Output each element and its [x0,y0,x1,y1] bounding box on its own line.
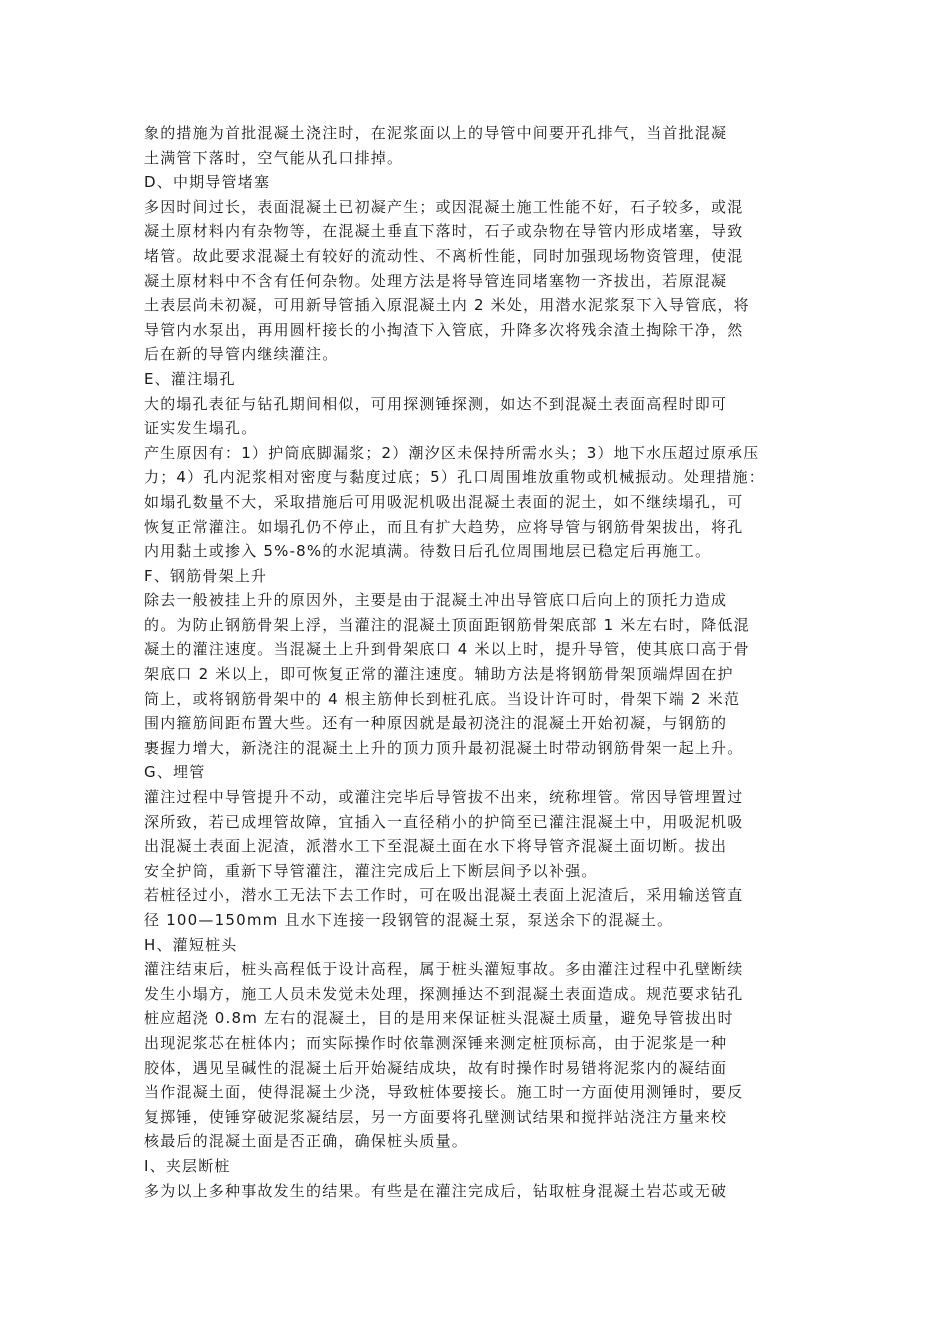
text-line: 产生原因有：1）护筒底脚漏浆；2）潮汐区未保持所需水头；3）地下水压超过原承压 [144,443,760,462]
text-line: 径 100—150mm 且水下连接一段钢管的混凝土泵，泵送余下的混凝土。 [144,911,674,929]
text-line: 土表层尚未初凝，可用新导管插入原混凝土内 2 米处，用潜水泥浆泵下入导管底，将 [144,296,750,315]
text-line: 证实发生塌孔。 [144,419,258,438]
text-line: 如塌孔数量不大，采取措施后可用吸泥机吸出混凝土表面的泥土，如不继续塌孔，可 [144,492,744,511]
section-heading: D、中期导管堵塞 [144,173,271,192]
text-line: 多为以上多种事故发生的结果。有些是在灌注完成后，钻取桩身混凝土岩芯或无破 [144,1181,728,1200]
text-line: 堵管。故此要求混凝土有较好的流动性、不离析性能，同时加强现场物资管理，使混 [144,246,744,265]
text-line: 筒上，或将钢筋骨架中的 4 根主筋伸长到桩孔底。当设计许可时，骨架下端 2 米范 [144,689,741,708]
text-line: 深所致，若已成埋管故障，宜插入一直径稍小的护筒至已灌注混凝土中，用吸泥机吸 [144,812,744,831]
section-heading: H、灌短桩头 [144,935,238,954]
text-line: 多因时间过长，表面混凝土已初凝产生；或因混凝土施工性能不好，石子较多，或混 [144,197,744,216]
text-line: 裹握力增大，新浇注的混凝土上升的顶力顶升最初混凝土时带动钢筋骨架一起上升。 [144,738,744,757]
text-line: 凝土原材料中不含有任何杂物。处理方法是将导管连同堵塞物一齐拔出，若原混凝 [144,271,728,290]
text-line: 复掷锤，使锤穿破泥浆凝结层，另一方面要将孔壁测试结果和搅拌站浇注方量来校 [144,1107,728,1126]
text-line: 若桩径过小，潜水工无法下去工作时，可在吸出混凝土表面上泥渣后，采用输送管直 [144,886,744,905]
text-line: 凝土的灌注速度。当混凝土上升到骨架底口 4 米以上时，提升导管，使其底口高于骨 [144,640,750,659]
text-line: 大的塌孔表征与钻孔期间相似，可用探测锤探测，如达不到混凝土表面高程时即可 [144,394,728,413]
text-line: 桩应超浇 0.8m 左右的混凝土，目的是用来保证桩头混凝土质量，避免导管拔出时 [144,1009,734,1028]
text-line: 除去一般被挂上升的原因外，主要是由于混凝土冲出导管底口后向上的顶托力造成 [144,591,728,610]
text-line: 内用黏土或掺入 5%-8%的水泥填满。待数日后孔位周围地层已稳定后再施工。 [144,542,712,561]
text-line: 恢复正常灌注。如塌孔仍不停止，而且有扩大趋势，应将导管与钢筋骨架拔出，将孔 [144,517,744,536]
document-body [144,121,814,1203]
text-line: 架底口 2 米以上，即可恢复正常的灌注速度。辅助方法是将钢筋骨架顶端焊固在护 [144,665,734,684]
text-line: 的。为防止钢筋骨架上浮，当灌注的混凝土顶面距钢筋骨架底部 1 米左右时，降低混 [144,615,750,634]
text-line: 力；4）孔内泥浆相对密度与黏度过底；5）孔口周围堆放重物或机械振动。处理措施： [144,468,765,487]
text-line: 发生小塌方，施工人员未发觉未处理，探测捶达不到混凝土表面造成。规范要求钻孔 [144,984,744,1003]
text-line: 安全护筒，重新下导管灌注，灌注完成后上下断层间予以补强。 [144,861,598,880]
text-line: 当作混凝土面，使得混凝土少浇，导致桩体要接长。施工时一方面使用测锤时，要反 [144,1083,744,1102]
text-line: 出现泥浆芯在桩体内；而实际操作时依靠测深锤来测定桩顶标高，由于泥浆是一种 [144,1033,728,1052]
text-line: 灌注结束后，桩头高程低于设计高程，属于桩头灌短事故。多由灌注过程中孔壁断续 [144,960,744,979]
section-heading: G、埋管 [144,763,206,782]
text-line: 导管内水泵出，再用圆杆接长的小掏渣下入管底，升降多次将残余渣土掏除干净，然 [144,320,744,339]
section-heading: F、钢筋骨架上升 [144,566,268,585]
text-line: 胶体，遇见呈碱性的混凝土后开始凝结成块，故有时操作时易错将泥浆内的凝结面 [144,1058,728,1077]
text-line: 后在新的导管内继续灌注。 [144,345,339,364]
section-heading: E、灌注塌孔 [144,369,236,388]
section-heading: I、夹层断桩 [144,1156,231,1175]
text-line: 灌注过程中导管提升不动，或灌注完毕后导管拔不出来，统称埋管。常因导管埋置过 [144,788,744,807]
text-line: 凝土原材料内有杂物等，在混凝土垂直下落时，石子或杂物在导管内形成堵塞，导致 [144,222,744,241]
text-line: 土满管下落时，空气能从孔口排掉。 [144,148,404,167]
text-line: 核最后的混凝土面是否正确，确保桩头质量。 [144,1132,469,1151]
text-line: 象的措施为首批混凝土浇注时，在泥浆面以上的导管中间要开孔排气，当首批混凝 [144,124,728,142]
text-line: 围内箍筋间距布置大些。还有一种原因就是最初浇注的混凝土开始初凝，与钢筋的 [144,714,728,733]
text-line: 出混凝土表面上泥渣，派潜水工下至混凝土面在水下将导管齐混凝土面切断。拔出 [144,837,728,856]
